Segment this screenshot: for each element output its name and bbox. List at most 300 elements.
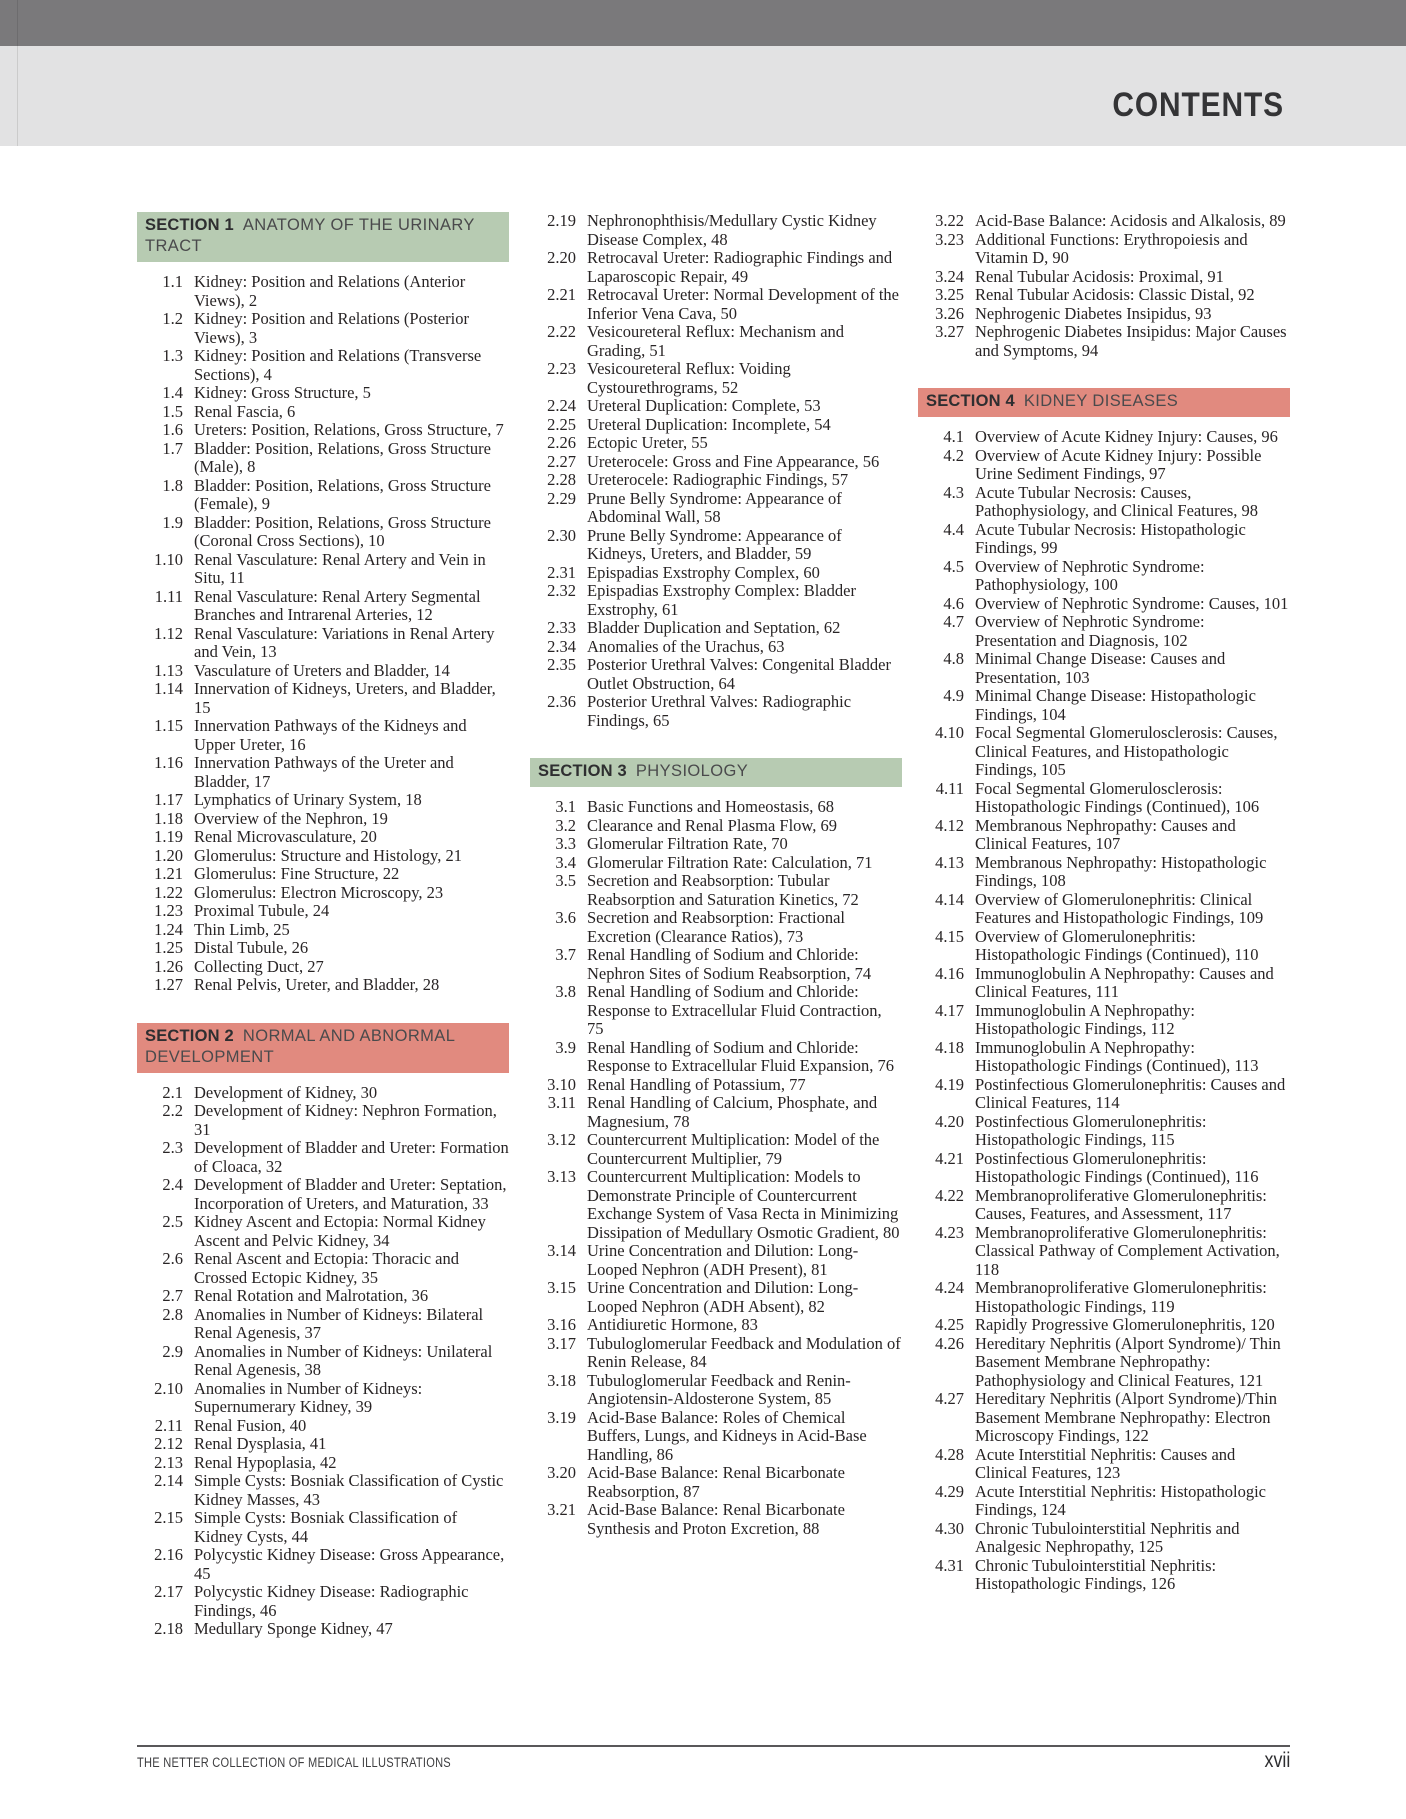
item-number: 1.6 <box>162 420 183 439</box>
item-text: Nephrogenic Diabetes Insipidus: Major Causes and Symptoms, 94 <box>975 322 1287 360</box>
toc-item <box>530 434 902 453</box>
item-text: Kidney Ascent and Ectopia: Normal Kidney Ascent and Pelvic Kidney, 34 <box>194 1212 486 1250</box>
item-number: 3.27 <box>935 322 964 341</box>
toc-item <box>530 835 902 854</box>
item-text: Renal Handling of Sodium and Chloride: Response to Extracellular Fluid Expansion, 76 <box>587 1037 895 1075</box>
item-text: Renal Fascia, 6 <box>194 401 296 421</box>
item-text: Bladder Duplication and Septation, 62 <box>587 618 841 637</box>
item-number: 2.20 <box>547 248 576 267</box>
item-text: Glomerulus: Structure and Histology, 21 <box>194 845 462 865</box>
toc-item <box>530 946 902 983</box>
toc-item <box>918 1150 1290 1187</box>
item-number: 1.12 <box>154 623 183 643</box>
item-number: 3.17 <box>547 1333 576 1353</box>
toc-item <box>530 323 902 360</box>
item-text: Chronic Tubulointerstitial Nephritis and Analgesic Nephropathy, 125 <box>975 1518 1240 1556</box>
toc-item <box>137 939 509 958</box>
toc-item <box>137 717 509 754</box>
item-text: Collecting Duct, 27 <box>194 956 324 976</box>
toc-item <box>530 453 902 472</box>
item-number: 2.14 <box>154 1471 183 1490</box>
toc-item <box>137 625 509 662</box>
item-text: Anomalies in Number of Kidneys: Unilateral Renal Agenesis, 38 <box>194 1341 493 1379</box>
toc-item <box>137 1250 509 1287</box>
item-text: Glomerular Filtration Rate, 70 <box>587 834 788 853</box>
item-text: Acute Tubular Necrosis: Causes, Pathophysiology, and Clinical Features, 98 <box>975 482 1259 520</box>
item-number: 2.5 <box>162 1212 183 1231</box>
item-number: 3.12 <box>547 1130 576 1149</box>
item-text: Acute Interstitial Nephritis: Histopathologic Findings, 124 <box>975 1481 1266 1519</box>
item-number: 4.1 <box>943 427 964 446</box>
item-number: 2.17 <box>154 1582 183 1601</box>
item-number: 1.20 <box>154 845 183 865</box>
toc-item <box>137 976 509 995</box>
item-text: Bladder: Position, Relations, Gross Structure (Female), 9 <box>194 475 491 513</box>
column-3 <box>918 212 1290 1594</box>
toc-item <box>918 724 1290 780</box>
item-number: 3.10 <box>547 1074 576 1094</box>
toc-item <box>530 582 902 619</box>
item-text: Ureters: Position, Relations, Gross Structure, 7 <box>194 420 504 439</box>
item-number: 2.11 <box>154 1415 183 1435</box>
toc-item <box>137 958 509 977</box>
item-number: 3.5 <box>555 871 576 890</box>
item-text: Membranoproliferative Glomerulonephritis: Causes, Features, and Assessment, 117 <box>975 1185 1267 1223</box>
item-text: Postinfectious Glomerulonephritis: Histopathologic Findings (Continued), 116 <box>975 1148 1259 1186</box>
item-number: 1.26 <box>154 956 183 976</box>
item-text: Proximal Tubule, 24 <box>194 901 330 920</box>
item-text: Additional Functions: Erythropoiesis and Vitamin D, 90 <box>975 229 1248 267</box>
item-number: 2.31 <box>547 562 576 582</box>
toc-item <box>137 440 509 477</box>
item-text: Renal Vasculature: Variations in Renal Artery and Vein, 13 <box>194 623 495 661</box>
item-text: Development of Bladder and Ureter: Septation, Incorporation of Ureters, and Maturation, 33 <box>194 1175 507 1213</box>
toc-item <box>137 662 509 681</box>
item-number: 3.1 <box>555 797 576 816</box>
toc-item <box>530 619 902 638</box>
section-title: ANATOMY OF THE URINARY TRACT <box>145 216 475 255</box>
item-text: Innervation Pathways of the Ureter and Bladder, 17 <box>194 753 454 791</box>
item-number: 4.10 <box>935 723 964 742</box>
toc-item <box>137 828 509 847</box>
toc-item <box>918 595 1290 614</box>
item-text: Urine Concentration and Dilution: Long-Looped Nephron (ADH Absent), 82 <box>587 1278 859 1316</box>
item-text: Hereditary Nephritis (Alport Syndrome)/ Thin Basement Membrane Nephropathy: Pathophysiology and Clinical Features, 121 <box>975 1333 1281 1390</box>
item-text: Countercurrent Multiplication: Model of the Countercurrent Multiplier, 79 <box>587 1130 880 1168</box>
item-number: 3.2 <box>555 815 576 835</box>
item-text: Overview of Acute Kidney Injury: Possible Urine Sediment Findings, 97 <box>975 445 1262 483</box>
toc-item <box>918 650 1290 687</box>
item-text: Vesicoureteral Reflux: Voiding Cystourethrograms, 52 <box>587 359 791 397</box>
toc-item <box>137 477 509 514</box>
item-text: Overview of Acute Kidney Injury: Causes, 96 <box>975 427 1278 446</box>
item-text: Overview of Glomerulonephritis: Histopathologic Findings (Continued), 110 <box>975 926 1259 964</box>
item-number: 3.23 <box>935 229 964 249</box>
toc-item <box>918 965 1290 1002</box>
item-text: Bladder: Position, Relations, Gross Structure (Coronal Cross Sections), 10 <box>194 512 491 550</box>
item-number: 4.17 <box>935 1000 964 1020</box>
toc-item <box>137 384 509 403</box>
toc-item <box>530 249 902 286</box>
item-text: Immunoglobulin A Nephropathy: Causes and Clinical Features, 111 <box>975 963 1274 1001</box>
item-text: Acid-Base Balance: Renal Bicarbonate Synthesis and Proton Excretion, 88 <box>587 1500 845 1538</box>
item-text: Basic Functions and Homeostasis, 68 <box>587 797 835 816</box>
item-number: 3.22 <box>935 211 964 230</box>
item-number: 4.9 <box>943 686 964 705</box>
item-text: Acute Interstitial Nephritis: Causes and Clinical Features, 123 <box>975 1444 1236 1482</box>
item-text: Immunoglobulin A Nephropathy: Histopathologic Findings, 112 <box>975 1000 1195 1038</box>
item-text: Acid-Base Balance: Roles of Chemical Buffers, Lungs, and Kidneys in Acid-Base Handling, 86 <box>587 1407 867 1464</box>
item-number: 2.13 <box>154 1452 183 1472</box>
toc-item <box>918 613 1290 650</box>
toc-item <box>137 1343 509 1380</box>
item-number: 2.2 <box>162 1101 183 1120</box>
toc-item <box>918 1002 1290 1039</box>
item-text: Prune Belly Syndrome: Appearance of Abdominal Wall, 58 <box>587 488 842 526</box>
item-text: Rapidly Progressive Glomerulonephritis, 120 <box>975 1315 1275 1334</box>
item-number: 3.21 <box>547 1500 576 1519</box>
toc-item <box>137 1509 509 1546</box>
section-title: KIDNEY DISEASES <box>1023 392 1179 410</box>
toc-item <box>918 1224 1290 1280</box>
item-number: 4.7 <box>943 612 964 631</box>
item-text: Membranoproliferative Glomerulonephritis: Classical Pathway of Complement Activation, 118 <box>975 1222 1280 1279</box>
item-text: Overview of Nephrotic Syndrome: Presentation and Diagnosis, 102 <box>975 612 1205 650</box>
toc-item <box>918 891 1290 928</box>
item-text: Retrocaval Ureter: Normal Development of the Inferior Vena Cava, 50 <box>587 285 900 323</box>
toc-item <box>137 551 509 588</box>
item-text: Renal Handling of Potassium, 77 <box>587 1074 806 1094</box>
item-text: Ureterocele: Gross and Fine Appearance, 56 <box>587 451 880 471</box>
item-text: Thin Limb, 25 <box>194 919 290 939</box>
item-number: 2.36 <box>547 692 576 711</box>
toc-item <box>918 687 1290 724</box>
item-text: Renal Vasculature: Renal Artery and Vein in Situ, 11 <box>194 549 486 587</box>
item-text: Tubuloglomerular Feedback and Modulation of Renin Release, 84 <box>587 1333 901 1371</box>
item-number: 2.29 <box>547 488 576 508</box>
item-number: 2.32 <box>547 581 576 600</box>
item-number: 3.8 <box>555 982 576 1001</box>
item-text: Anomalies in Number of Kidneys: Supernumerary Kidney, 39 <box>194 1378 423 1416</box>
footer-rule <box>137 1745 1290 1747</box>
toc-item <box>918 323 1290 360</box>
item-number: 1.23 <box>154 901 183 920</box>
toc-item <box>530 656 902 693</box>
toc-item <box>530 1372 902 1409</box>
toc-item <box>918 428 1290 447</box>
item-number: 1.21 <box>154 864 183 883</box>
item-text: Kidney: Position and Relations (Anterior Views), 2 <box>194 272 466 310</box>
item-text: Acid-Base Balance: Renal Bicarbonate Reabsorption, 87 <box>587 1463 845 1501</box>
item-number: 1.24 <box>154 919 183 939</box>
item-number: 1.3 <box>162 346 183 365</box>
item-text: Nephrogenic Diabetes Insipidus, 93 <box>975 303 1212 323</box>
toc-item <box>530 397 902 416</box>
item-text: Vasculature of Ureters and Bladder, 14 <box>194 660 450 680</box>
item-text: Renal Handling of Calcium, Phosphate, and Magnesium, 78 <box>587 1093 878 1131</box>
item-number: 2.18 <box>154 1619 183 1638</box>
item-text: Antidiuretic Hormone, 83 <box>587 1315 758 1334</box>
item-number: 4.8 <box>943 649 964 668</box>
item-text: Renal Pelvis, Ureter, and Bladder, 28 <box>194 975 440 994</box>
toc-item <box>530 471 902 490</box>
item-number: 3.4 <box>555 852 576 872</box>
item-text: Overview of Glomerulonephritis: Clinical Features and Histopathologic Findings, 109 <box>975 889 1264 927</box>
item-text: Development of Bladder and Ureter: Formation of Cloaca, 32 <box>194 1138 509 1176</box>
item-text: Urine Concentration and Dilution: Long-Looped Nephron (ADH Present), 81 <box>587 1241 859 1279</box>
item-number: 4.4 <box>943 519 964 539</box>
item-number: 2.3 <box>162 1138 183 1157</box>
section-label: SECTION 1 <box>145 216 234 234</box>
toc-item <box>137 847 509 866</box>
toc-item <box>918 854 1290 891</box>
item-text: Polycystic Kidney Disease: Gross Appearance, 45 <box>194 1545 505 1583</box>
toc-item <box>530 854 902 873</box>
item-text: Prune Belly Syndrome: Appearance of Kidneys, Ureters, and Bladder, 59 <box>587 525 842 563</box>
item-number: 4.2 <box>943 445 964 465</box>
item-number: 2.12 <box>154 1434 183 1453</box>
item-text: Focal Segmental Glomerulosclerosis: Causes, Clinical Features, and Histopathologic Findings, 105 <box>975 723 1278 779</box>
item-text: Renal Handling of Sodium and Chloride: Nephron Sites of Sodium Reabsorption, 74 <box>587 945 872 983</box>
item-text: Innervation of Kidneys, Ureters, and Bladder, 15 <box>194 679 496 717</box>
item-number: 1.19 <box>154 827 183 846</box>
item-number: 3.11 <box>547 1093 576 1112</box>
item-number: 4.26 <box>935 1333 964 1353</box>
item-number: 2.28 <box>547 470 576 489</box>
item-number: 3.19 <box>547 1407 576 1427</box>
item-number: 2.15 <box>154 1508 183 1527</box>
toc-item <box>137 810 509 829</box>
item-text: Polycystic Kidney Disease: Radiographic Findings, 46 <box>194 1582 469 1620</box>
toc-item <box>918 212 1290 231</box>
item-text: Overview of the Nephron, 19 <box>194 808 388 828</box>
toc-item <box>137 1472 509 1509</box>
toc-item <box>918 1446 1290 1483</box>
item-text: Hereditary Nephritis (Alport Syndrome)/Thin Basement Membrane Nephropathy: Electron Microscopy Findings, 122 <box>975 1389 1277 1445</box>
toc-item <box>530 983 902 1039</box>
toc-item <box>530 1316 902 1335</box>
toc-item <box>530 1464 902 1501</box>
item-text: Kidney: Gross Structure, 5 <box>194 383 371 402</box>
toc-item <box>137 680 509 717</box>
section-label: SECTION 3 <box>538 762 627 780</box>
item-text: Renal Dysplasia, 41 <box>194 1434 327 1453</box>
item-number: 3.16 <box>547 1315 576 1334</box>
item-number: 4.14 <box>935 889 964 909</box>
item-number: 2.9 <box>162 1341 183 1361</box>
item-number: 4.18 <box>935 1037 964 1057</box>
item-number: 2.22 <box>547 322 576 341</box>
toc-item <box>530 416 902 435</box>
item-number: 4.22 <box>935 1185 964 1205</box>
item-text: Immunoglobulin A Nephropathy: Histopathologic Findings (Continued), 113 <box>975 1037 1259 1075</box>
toc-item <box>530 527 902 564</box>
item-text: Clearance and Renal Plasma Flow, 69 <box>587 815 838 835</box>
item-number: 4.21 <box>935 1148 964 1168</box>
item-number: 1.4 <box>162 383 183 402</box>
toc-item <box>530 872 902 909</box>
item-number: 4.19 <box>935 1074 964 1094</box>
item-text: Ureterocele: Radiographic Findings, 57 <box>587 470 849 489</box>
item-text: Development of Kidney: Nephron Formation, 31 <box>194 1101 497 1139</box>
toc-item <box>530 1335 902 1372</box>
item-text: Glomerular Filtration Rate: Calculation, 71 <box>587 852 873 872</box>
item-number: 2.27 <box>547 451 576 471</box>
toc-item <box>530 490 902 527</box>
toc-item <box>530 1242 902 1279</box>
toc-item <box>918 1187 1290 1224</box>
page-title: CONTENTS <box>1112 86 1284 124</box>
toc-item <box>530 638 902 657</box>
item-text: Epispadias Exstrophy Complex, 60 <box>587 562 820 582</box>
item-text: Development of Kidney, 30 <box>194 1082 378 1102</box>
item-text: Renal Tubular Acidosis: Proximal, 91 <box>975 266 1224 286</box>
section-title: PHYSIOLOGY <box>635 762 749 780</box>
item-text: Acid-Base Balance: Acidosis and Alkalosis, 89 <box>975 211 1286 230</box>
toc-item <box>137 514 509 551</box>
toc-item <box>137 1417 509 1436</box>
toc-item <box>137 1084 509 1103</box>
toc-item <box>530 817 902 836</box>
item-number: 2.26 <box>547 433 576 452</box>
toc-item <box>918 1113 1290 1150</box>
item-number: 2.35 <box>547 655 576 674</box>
item-text: Glomerulus: Electron Microscopy, 23 <box>194 882 444 902</box>
item-text: Postinfectious Glomerulonephritis: Causes and Clinical Features, 114 <box>975 1074 1286 1112</box>
toc-item <box>530 1168 902 1242</box>
item-text: Renal Ascent and Ectopia: Thoracic and Crossed Ectopic Kidney, 35 <box>194 1249 459 1287</box>
item-number: 4.6 <box>943 593 964 613</box>
item-text: Ureteral Duplication: Complete, 53 <box>587 396 821 415</box>
toc-item <box>530 360 902 397</box>
toc-item <box>918 305 1290 324</box>
toc-item <box>918 1557 1290 1594</box>
toc-item <box>137 588 509 625</box>
item-number: 2.30 <box>547 525 576 545</box>
item-number: 2.25 <box>547 414 576 434</box>
item-number: 4.24 <box>935 1278 964 1297</box>
item-number: 1.25 <box>154 938 183 957</box>
item-text: Minimal Change Disease: Histopathologic Findings, 104 <box>975 686 1256 724</box>
toc-item <box>530 1131 902 1168</box>
toc-item <box>137 1102 509 1139</box>
item-text: Epispadias Exstrophy Complex: Bladder Exstrophy, 61 <box>587 581 857 619</box>
item-number: 2.33 <box>547 618 576 637</box>
item-number: 3.7 <box>555 945 576 964</box>
toc-item <box>137 273 509 310</box>
item-text: Chronic Tubulointerstitial Nephritis: Histopathologic Findings, 126 <box>975 1555 1217 1593</box>
item-number: 4.5 <box>943 556 964 576</box>
section-header <box>918 388 1290 417</box>
toc-item <box>137 1546 509 1583</box>
item-text: Secretion and Reabsorption: Tubular Reabsorption and Saturation Kinetics, 72 <box>587 871 859 909</box>
item-text: Simple Cysts: Bosniak Classification of Kidney Cysts, 44 <box>194 1508 458 1546</box>
toc-item <box>530 798 902 817</box>
item-number: 4.23 <box>935 1222 964 1242</box>
toc-item <box>530 1076 902 1095</box>
item-number: 4.28 <box>935 1444 964 1464</box>
toc-item <box>137 403 509 422</box>
item-number: 3.3 <box>555 834 576 853</box>
toc-item <box>530 1039 902 1076</box>
toc-item <box>137 1306 509 1343</box>
item-number: 1.14 <box>154 679 183 698</box>
item-number: 4.29 <box>935 1481 964 1501</box>
item-number: 2.8 <box>162 1304 183 1324</box>
footer-book-title: THE NETTER COLLECTION OF MEDICAL ILLUSTRATIONS <box>137 1755 451 1770</box>
toc-item <box>137 1583 509 1620</box>
item-text: Tubuloglomerular Feedback and Renin-Angiotensin-Aldosterone System, 85 <box>587 1370 851 1408</box>
item-number: 3.15 <box>547 1278 576 1297</box>
toc-item <box>918 1039 1290 1076</box>
toc-item <box>918 928 1290 965</box>
item-number: 1.17 <box>154 790 183 809</box>
item-number: 3.20 <box>547 1463 576 1482</box>
item-text: Kidney: Position and Relations (Transverse Sections), 4 <box>194 346 482 384</box>
item-number: 4.13 <box>935 852 964 872</box>
section-header <box>530 758 902 787</box>
item-number: 4.31 <box>935 1555 964 1575</box>
item-number: 4.16 <box>935 963 964 983</box>
item-number: 1.5 <box>162 401 183 421</box>
toc-item <box>918 558 1290 595</box>
item-text: Kidney: Position and Relations (Posterior Views), 3 <box>194 309 469 347</box>
item-number: 1.10 <box>154 549 183 569</box>
toc-item <box>918 521 1290 558</box>
toc-item <box>530 286 902 323</box>
toc-item <box>530 212 902 249</box>
item-text: Renal Fusion, 40 <box>194 1415 307 1435</box>
item-number: 2.16 <box>154 1545 183 1564</box>
item-number: 3.13 <box>547 1167 576 1186</box>
item-text: Vesicoureteral Reflux: Mechanism and Grading, 51 <box>587 322 845 360</box>
item-number: 2.4 <box>162 1175 183 1194</box>
toc-item <box>137 310 509 347</box>
top-gray-bar <box>0 0 1406 46</box>
item-number: 2.23 <box>547 359 576 378</box>
item-number: 2.21 <box>547 285 576 304</box>
item-text: Posterior Urethral Valves: Radiographic Findings, 65 <box>587 692 852 730</box>
toc-item <box>918 447 1290 484</box>
toc-item <box>137 921 509 940</box>
item-number: 2.10 <box>154 1378 183 1398</box>
item-number: 1.13 <box>154 660 183 680</box>
item-number: 3.14 <box>547 1241 576 1260</box>
column-1 <box>137 212 509 1639</box>
toc-item <box>918 1520 1290 1557</box>
page-number: xvii <box>1264 1749 1290 1772</box>
item-text: Ectopic Ureter, 55 <box>587 433 708 452</box>
toc-item <box>918 268 1290 287</box>
item-text: Lymphatics of Urinary System, 18 <box>194 790 422 809</box>
item-number: 1.7 <box>162 438 183 458</box>
toc-item <box>137 1213 509 1250</box>
item-text: Retrocaval Ureter: Radiographic Findings and Laparoscopic Repair, 49 <box>587 248 893 286</box>
toc-item <box>137 1435 509 1454</box>
item-text: Renal Rotation and Malrotation, 36 <box>194 1286 429 1305</box>
item-number: 4.30 <box>935 1518 964 1538</box>
item-text: Anomalies in Number of Kidneys: Bilateral Renal Agenesis, 37 <box>194 1304 484 1342</box>
toc-item <box>137 1176 509 1213</box>
item-number: 3.6 <box>555 908 576 927</box>
toc-item <box>137 1454 509 1473</box>
item-text: Acute Tubular Necrosis: Histopathologic Findings, 99 <box>975 519 1246 557</box>
toc-item <box>530 1279 902 1316</box>
item-number: 1.27 <box>154 975 183 994</box>
toc-item <box>918 1390 1290 1446</box>
toc-item <box>530 693 902 730</box>
toc-item <box>530 1409 902 1465</box>
